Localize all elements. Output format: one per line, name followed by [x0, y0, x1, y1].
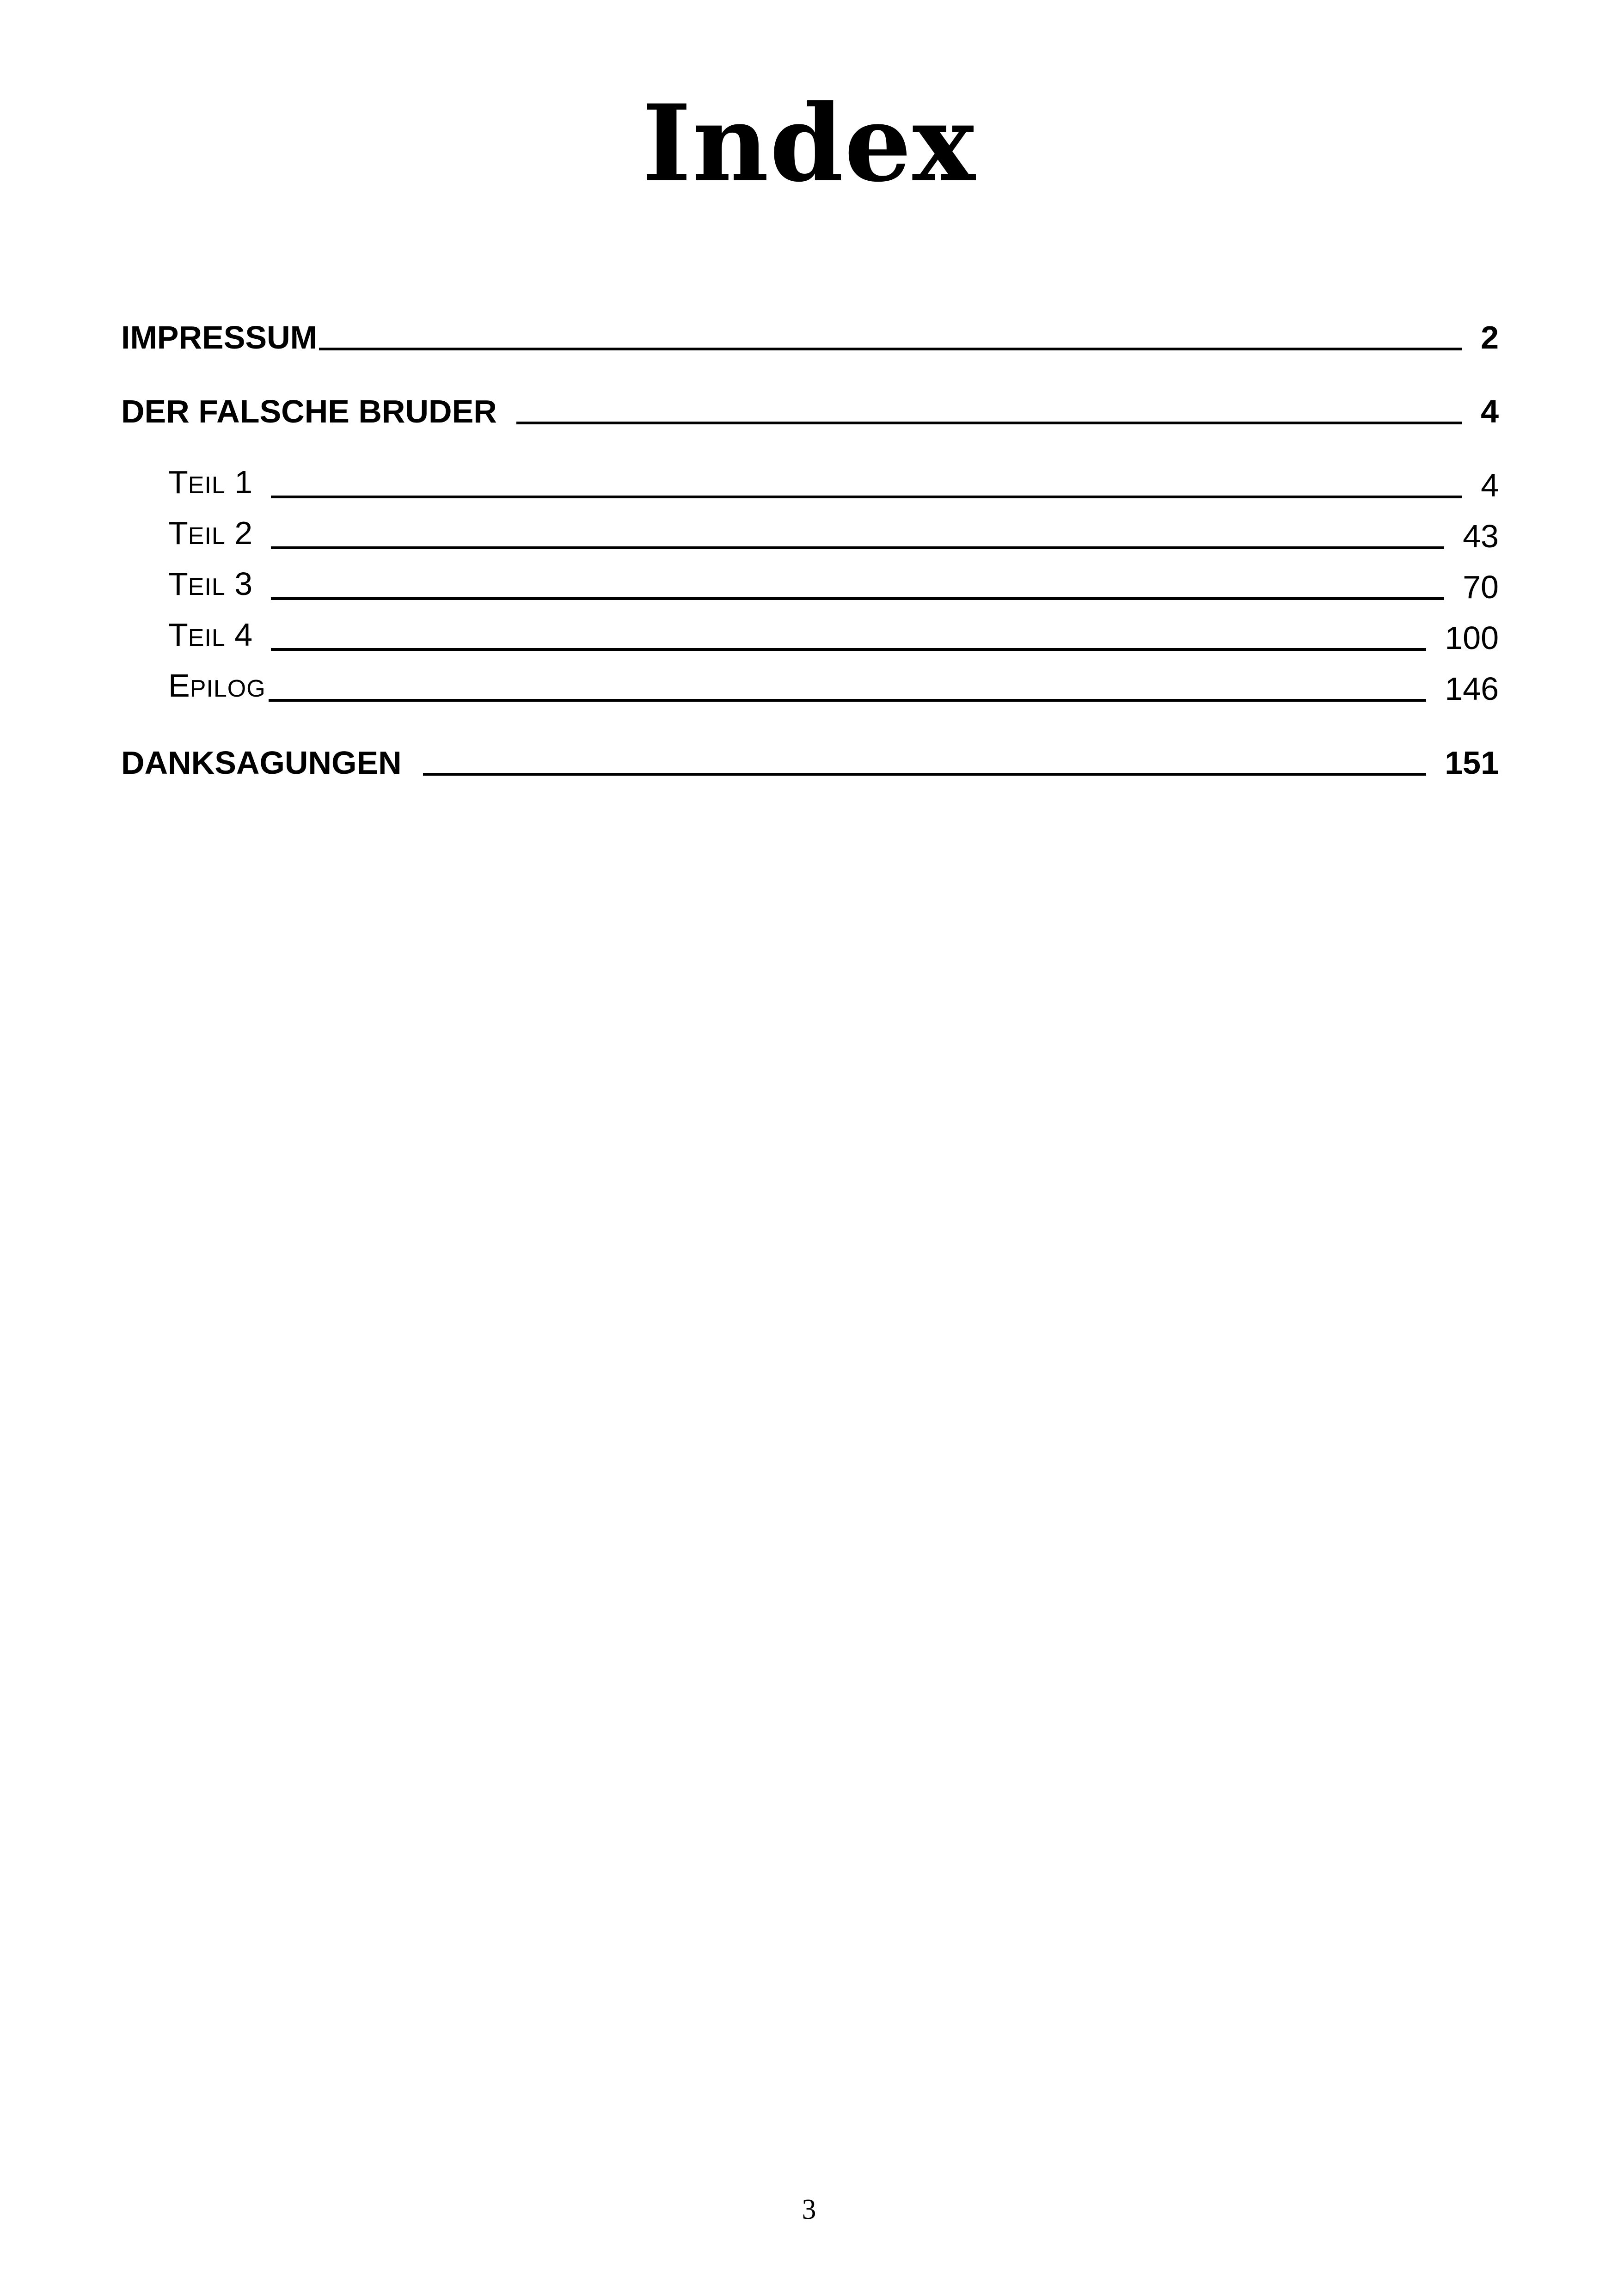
table-of-contents — [0, 0, 1618, 832]
toc-entry-label: DER FALSCHE BRUDER — [121, 393, 497, 429]
toc-entry-page: 43 — [1463, 518, 1499, 554]
toc-entry-label: IMPRESSUM — [121, 319, 317, 355]
toc-entry-page: 70 — [1463, 569, 1499, 605]
toc-leader-line — [269, 699, 1427, 702]
toc-entry-epilog[interactable] — [168, 666, 1499, 712]
toc-leader-line — [271, 597, 1444, 600]
toc-entry-label: TEIL 2 — [168, 515, 253, 551]
toc-entry-page: 4 — [1481, 467, 1499, 503]
toc-entry-page: 4 — [1481, 393, 1499, 429]
toc-leader-line — [271, 496, 1462, 498]
toc-leader-line — [271, 648, 1426, 651]
toc-leader-line — [516, 422, 1462, 424]
toc-leader-line — [319, 348, 1462, 350]
toc-entry-page: 100 — [1445, 620, 1499, 656]
toc-entry-danksagungen[interactable] — [121, 740, 1499, 786]
page-number: 3 — [802, 2194, 816, 2225]
toc-entry-teil-1[interactable] — [168, 462, 1499, 508]
toc-entry-label: EPILOG — [168, 667, 266, 704]
toc-entry-page: 2 — [1481, 319, 1499, 355]
toc-entry-page: 146 — [1445, 671, 1499, 707]
toc-entry-label: DANKSAGUNGEN — [121, 745, 402, 781]
toc-entry-page: 151 — [1445, 745, 1499, 781]
toc-entry-label: TEIL 1 — [168, 464, 253, 500]
toc-entry-teil-4[interactable] — [168, 615, 1499, 661]
page-title: Index — [642, 81, 976, 205]
toc-leader-line — [271, 546, 1444, 549]
toc-entry-label: TEIL 3 — [168, 566, 253, 602]
toc-leader-line — [423, 773, 1427, 776]
toc-entry-impressum[interactable] — [121, 314, 1499, 361]
toc-entry-label: TEIL 4 — [168, 617, 253, 653]
toc-entry-teil-3[interactable] — [168, 564, 1499, 610]
toc-entry-teil-2[interactable] — [168, 513, 1499, 559]
toc-entry-der-falsche-bruder[interactable] — [121, 388, 1499, 435]
